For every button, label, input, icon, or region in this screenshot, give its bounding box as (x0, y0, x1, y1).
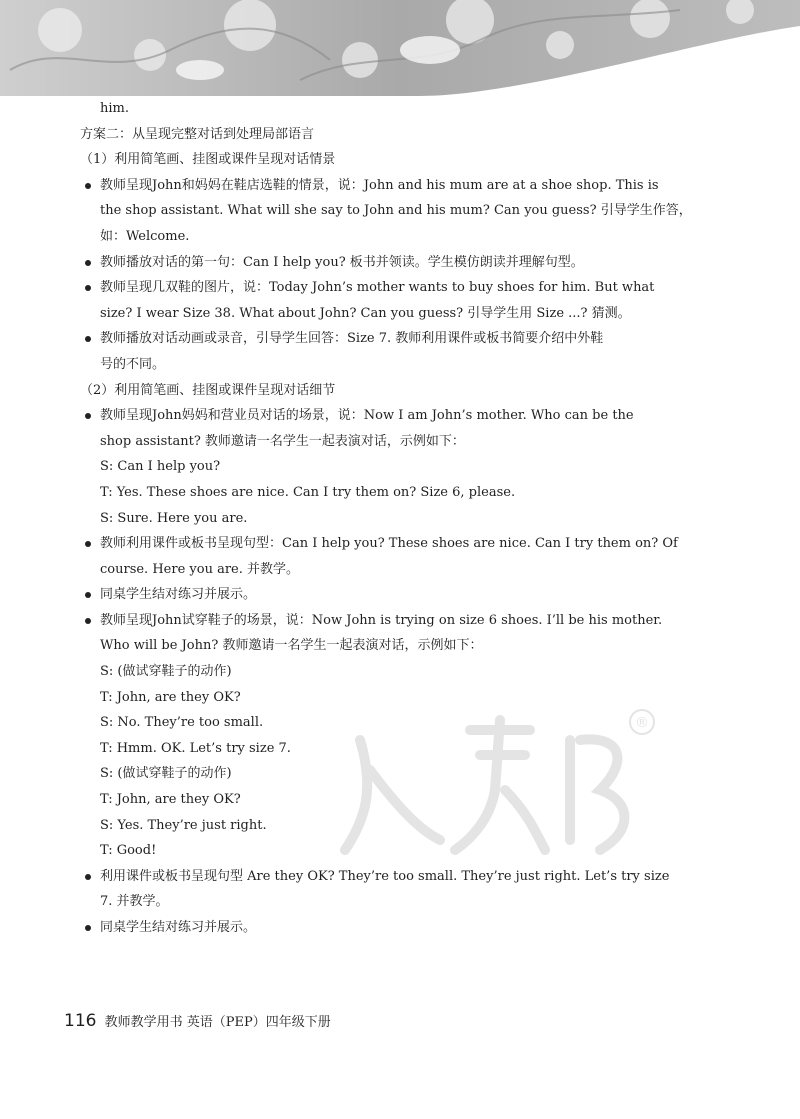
floral-banner-icon (0, 0, 800, 96)
text-line: shop assistant? 教师邀请一名学生一起表演对话，示例如下： (100, 433, 465, 449)
bullet-item: 教师利用课件或板书呈现句型：Can I help you? These shoes are nice. Can I try them on? Of (80, 531, 720, 557)
text-line: S: (做试穿鞋子的动作) (100, 766, 232, 782)
text-line: S: Can I help you? (100, 459, 221, 475)
text-line: T: Hmm. OK. Let’s try size 7. (100, 740, 291, 756)
text-line: S: (做试穿鞋子的动作) (100, 664, 232, 680)
text-line: S: Yes. They’re just right. (100, 817, 267, 833)
text-line: 如：Welcome. (100, 228, 190, 244)
text-line: course. Here you are. 并教学。 (100, 561, 299, 577)
bullet-item: 教师呈现John和妈妈在鞋店选鞋的情景，说：John and his mum are at a shoe shop. This is (80, 173, 720, 199)
text-line: him. (100, 101, 129, 116)
text-line: size? I wear Size 38. What about John? Can you guess? 引导学生用 Size ...? 猜测。 (100, 305, 631, 321)
bullet-item: 利用课件或板书呈现句型 Are they OK? They’re too small. They’re just right. Let’s try size (80, 864, 720, 890)
bullet-item: 同桌学生结对练习并展示。 (80, 915, 720, 941)
text-line: Who will be John? 教师邀请一名学生一起表演对话，示例如下： (100, 638, 483, 654)
text-line: T: John, are they OK? (100, 689, 241, 705)
text-line: the shop assistant. What will she say to John and his mum? Can you guess? 引导学生作答， (100, 203, 692, 219)
registered-mark: ® (635, 715, 649, 731)
book-title: 教师教学用书 英语（PEP）四年级下册 (104, 1015, 331, 1030)
text-line: （1）利用简笔画、挂图或课件呈现对话情景 (80, 152, 336, 168)
page-footer (64, 1011, 331, 1031)
text-line: 号的不同。 (100, 356, 166, 372)
text-line: T: Yes. These shoes are nice. Can I try them on? Size 6, please. (100, 484, 516, 500)
bullet-item: 教师呈现John试穿鞋子的场景，说：Now John is trying on size 6 shoes. I’ll be his mother. (80, 608, 720, 634)
page-number: 116 (64, 1011, 97, 1031)
text-line: 7. 并教学。 (100, 894, 169, 910)
bullet-item: 教师播放对话的第一句：Can I help you? 板书并领读。学生模仿朗读并理解句型。 (80, 250, 720, 276)
watermark-logo-icon (330, 700, 660, 860)
bullet-item: 教师呈现几双鞋的图片，说：Today John’s mother wants to buy shoes for him. But what (80, 275, 720, 301)
bullet-item: 同桌学生结对练习并展示。 (80, 582, 720, 608)
text-line: （2）利用简笔画、挂图或课件呈现对话细节 (80, 382, 336, 398)
text-line: T: John, are they OK? (100, 792, 241, 808)
text-line: S: Sure. Here you are. (100, 510, 248, 526)
bullet-item: 教师播放对话动画或录音，引导学生回答：Size 7. 教师利用课件或板书简要介绍中外鞋 (80, 326, 720, 352)
bullet-item: 教师呈现John妈妈和营业员对话的场景，说：Now I am John’s mother. Who can be the (80, 403, 720, 429)
text-line: T: Good! (100, 843, 157, 859)
text-line: 方案二：从呈现完整对话到处理局部语言 (80, 126, 315, 142)
text-line: S: No. They’re too small. (100, 715, 264, 731)
